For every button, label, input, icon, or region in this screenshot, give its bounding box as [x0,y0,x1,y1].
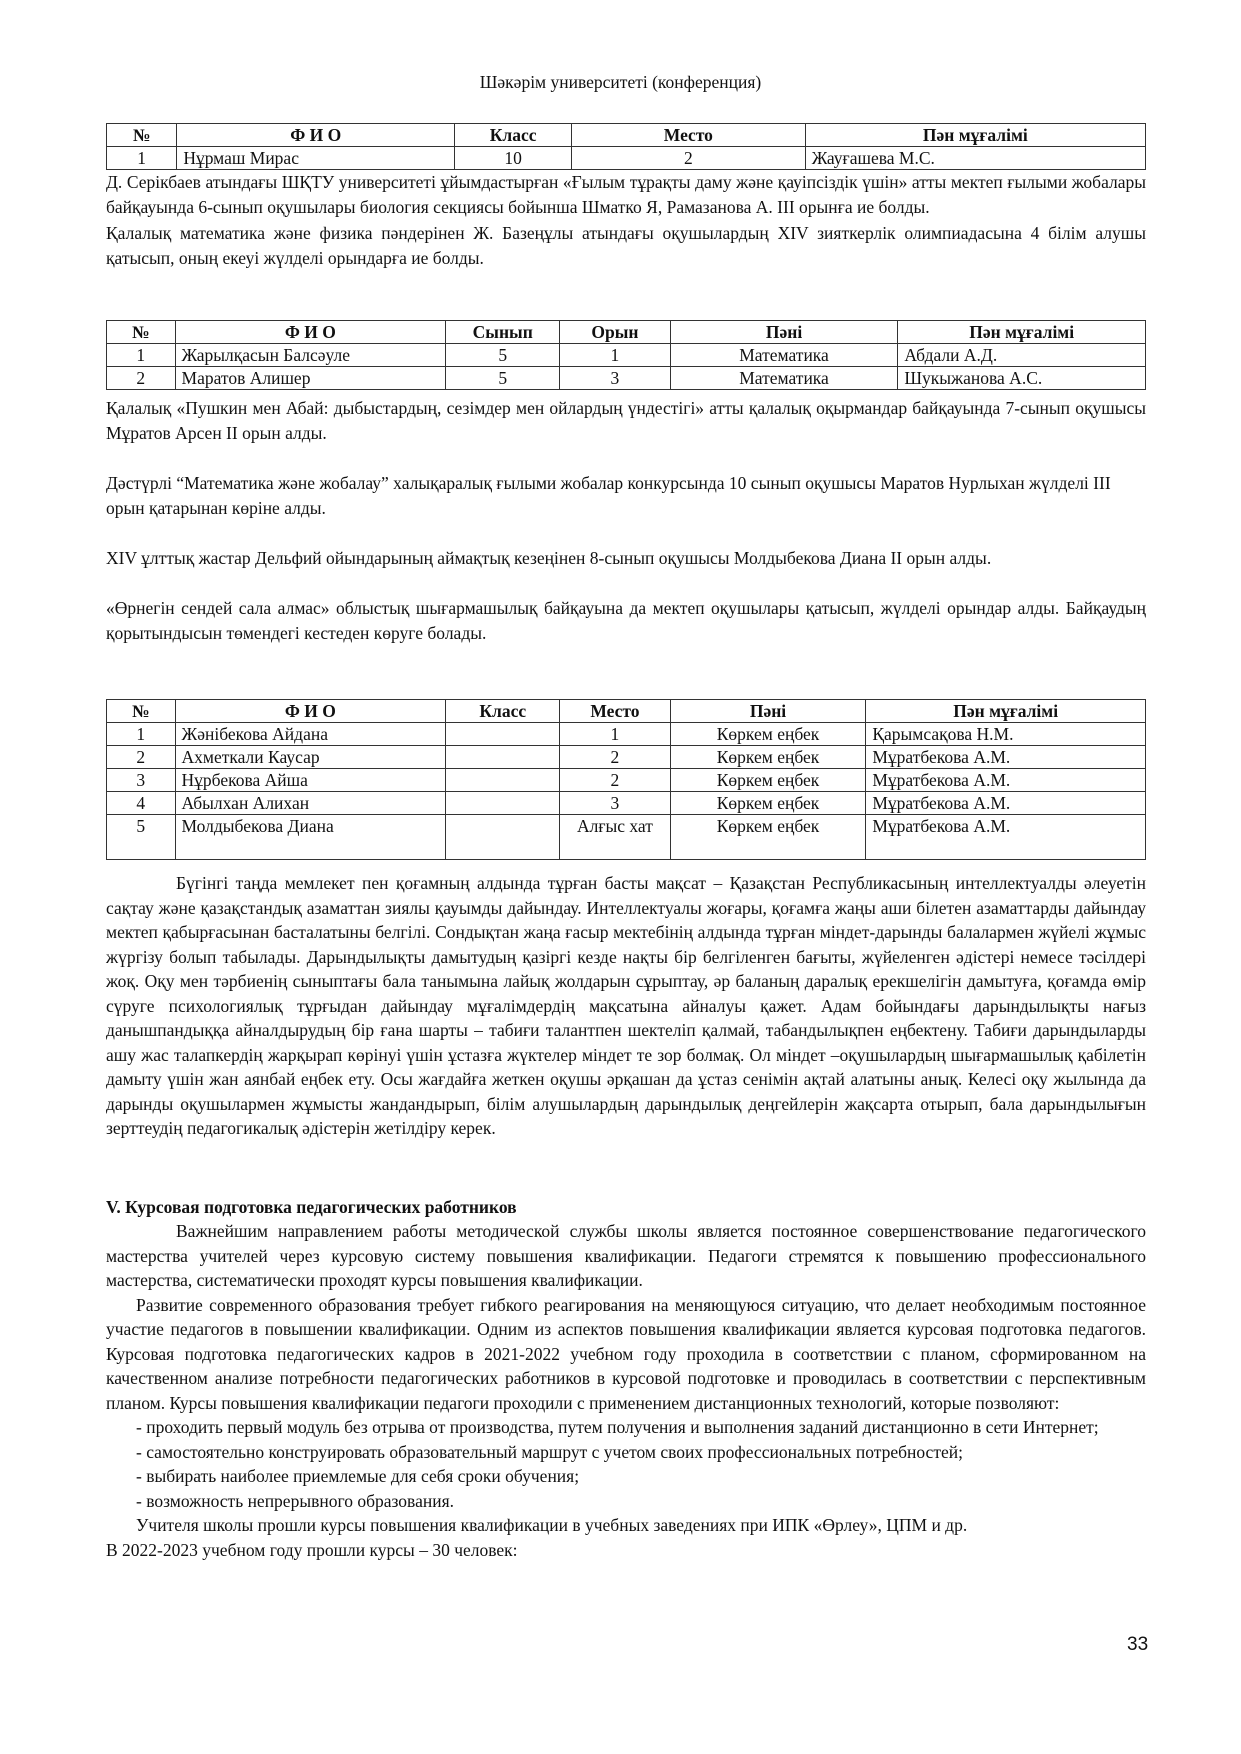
col-header: Сынып [446,321,560,344]
cell: Көркем еңбек [670,723,866,746]
paragraph: Қалалық «Пушкин мен Абай: дыбыстардың, сезімдер мен ойлардың үндестігі» атты қалалық оқырмандар байқауында 7-сынып оқушысы Мұратов Арсен ІІ орын алды. [106,398,1146,443]
cell: 5 [446,367,560,390]
cell [446,815,560,860]
col-header: Ф И О [175,700,446,723]
cell: Абылхан Алихан [175,792,446,815]
cell: 10 [455,147,572,170]
bullet-item: - проходить первый модуль без отрыва от производства, путем получения и выполнения заданий дистанционно в сети Интернет; [136,1417,1099,1437]
cell: Көркем еңбек [670,769,866,792]
table-row [107,769,1146,792]
table-olympiad [106,320,1146,390]
cell: 1 [107,723,176,746]
paragraph: Учителя школы прошли курсы повышения квалификации в учебных заведениях при ИПК «Өрлеу», ЦПМ и др. [136,1515,968,1535]
col-header: Класс [446,700,560,723]
col-header: № [107,700,176,723]
cell: 1 [107,147,177,170]
col-header: Ф И О [175,321,446,344]
paragraph: Бүгінгі таңда мемлекет пен қоғамның алдында тұрған басты мақсат – Қазақстан Республикасының интеллектуалды әлеуетін сақтау және қазақстандық азаматтан зиялы қауымды дайындау. Интеллектуалы жоғары, қоғамға жаңы аши білетен азаматтарды дайындау мектеп қабырғасынан басталатыны белгілі. Сондықтан жаңа ғасыр мектебінің алдында тұрған міндет-дарынды балалармен жүйелі жұмыс жүргізу болып табылады. Дарындылықты дамытудың қазіргі кезде нақты бір белгіленген бағыты, жүйеленген әдістері немесе тәсілдері жоқ. Оқу мен тәрбиенің сыныптағы бала танымына лайық жолдарын сұрыптау, әр баланың даралық ерекшелігін дамытуға, қоғамда өмір сүруге психологиялық тұрғыдан дайындау мұғалімдердің мақсатына айналуы қажет. Адам бойындағы дарындылықты нағыз данышпандыққа айналдырудың бір ғана шарты – табиғи талантпен шектеліп қалмай, табандылықпен еңбектену. Табиғи дарындыларды ашу жас талапкердің жарқырап көрінуі үшін ұстазға жүктелер міндет те зор болмақ. Ол міндет –оқушылардың шығармашылық қабілетін дамыту үшін жан аянбай еңбек ету. Осы жағдайға жеткен оқушы әрқашан да ұстаз сенімін ақтай алатыны анық. Келесі оқу жылында да дарынды оқушылармен жұмысты жандандырып, білім алушылардың дарындылық деңгейлерін жақсарта отырып, бала дарындылығын зерттеудің педагогикалық әдістерін жетілдіру керек. [106,873,1146,1138]
cell: Көркем еңбек [670,746,866,769]
cell: 1 [560,344,671,367]
cell: Мұратбекова А.М. [866,792,1146,815]
cell [446,746,560,769]
cell: 3 [560,792,671,815]
cell: Мұратбекова А.М. [866,769,1146,792]
bullet-item: - выбирать наиболее приемлемые для себя сроки обучения; [136,1466,580,1486]
col-header: Класс [455,124,572,147]
col-header: Пән мұғалімі [898,321,1146,344]
table-row [107,815,1146,860]
paragraph: ХІV ұлттық жастар Дельфий ойындарының аймақтық кезеңінен 8-сынып оқушысы Молдыбекова Диана ІІ орын алды. [106,548,992,568]
col-header: Пән мұғалімі [805,124,1145,147]
cell: 2 [560,769,671,792]
cell: Математика [670,367,898,390]
col-header: Пәні [670,321,898,344]
cell: 1 [107,344,176,367]
cell: Маратов Алишер [175,367,446,390]
page-header: Шәкәрім университеті (конференция) [479,72,762,92]
cell: Шукыжанова А.С. [898,367,1146,390]
cell: 3 [560,367,671,390]
cell: Көркем еңбек [670,815,866,860]
paragraph: Важнейшим направлением работы методической службы школы является постоянное совершенствование педагогического мастерства учителей через курсовую систему повышения квалификации. Педагоги стремятся к повышению профессионального мастерства, систематически проходят курсы повышения квалификации. [106,1221,1146,1290]
table-row [107,344,1146,367]
table-row [107,367,1146,390]
cell: Жарылқасын Балсәуле [175,344,446,367]
table-row [107,147,1146,170]
paragraph: В 2022-2023 учебном году прошли курсы – 30 человек: [106,1539,518,1560]
col-header: Ф И О [177,124,455,147]
page-number: 33 [1127,1634,1149,1655]
cell: 3 [107,769,176,792]
cell: 5 [446,344,560,367]
section-title: V. Курсовая подготовка педагогических работников [106,1197,517,1217]
cell: 2 [572,147,806,170]
table-row [107,746,1146,769]
cell: Ахметкали Каусар [175,746,446,769]
cell: Нұрмаш Мирас [177,147,455,170]
cell: 5 [107,815,176,860]
col-header: № [107,124,177,147]
paragraph: Развитие современного образования требует гибкого реагирования на меняющуюся ситуацию, что делает необходимым постоянное участие педагогов в повышении квалификации. Одним из аспектов повышения квалификации является курсовая подготовка педагогов. Курсовая подготовка педагогических кадров в 2021-2022 учебном году проходила в соответствии с планом, сформированном на качественном анализе потребности педагогических работников в курсовой подготовке и проводилась в соответствии с перспективным планом. Курсы повышения квалификации педагоги проходили с применением дистанционных технологий, которые позволяют: [106,1294,1146,1413]
cell: Көркем еңбек [670,792,866,815]
cell: Нұрбекова Айша [175,769,446,792]
cell: 2 [560,746,671,769]
table-header-row [107,700,1146,723]
cell: Жауғашева М.С. [805,147,1145,170]
paragraph: Д. Серікбаев атындағы ШҚТУ университеті ұйымдастырған «Ғылым тұрақты даму және қауіпсіздік үшін» атты мектеп ғылыми жобалары байқауында 6-сынып оқушылары биология секциясы бойынша Шматко Я, Рамазанова А. ІІІ орынға ие болды. [106,172,1146,217]
table-competition [106,699,1146,860]
table-header-row [107,321,1146,344]
bullet-item: - самостоятельно конструировать образовательный маршрут с учетом своих профессиональных потребностей; [136,1441,963,1462]
paragraph: «Өрнегін сендей сала алмас» облыстық шығармашылық байқауына да мектеп оқушылары қатысып, жүлделі орындар алды. Байқаудың қорытындысын төмендегі кестеден көруге болады. [106,598,1146,643]
cell: 2 [107,746,176,769]
col-header: Место [572,124,806,147]
cell: Абдали А.Д. [898,344,1146,367]
col-header: Орын [560,321,671,344]
cell: Мұратбекова А.М. [866,815,1146,860]
cell: 4 [107,792,176,815]
cell: Алғыс хат [560,815,671,860]
cell: Қарымсақова Н.М. [866,723,1146,746]
col-header: Пәні [670,700,866,723]
cell [446,769,560,792]
cell: Мұратбекова А.М. [866,746,1146,769]
col-header: Место [560,700,671,723]
table-row [107,792,1146,815]
cell: Математика [670,344,898,367]
paragraph: Қалалық математика және физика пәндерінен Ж. Базеңұлы атындағы оқушылардың ХІV зияткерлік олимпиадасына 4 білім алушы қатысып, оның екеуі жүлделі орындарға ие болды. [106,223,1146,268]
col-header: Пән мұғалімі [866,700,1146,723]
table-header-row [107,124,1146,147]
cell: Жәнібекова Айдана [175,723,446,746]
cell [446,723,560,746]
cell: Молдыбекова Диана [175,815,446,860]
table-conference [106,123,1146,170]
cell: 1 [560,723,671,746]
col-header: № [107,321,176,344]
paragraph: Дәстүрлі “Математика және жобалау” халықаралық ғылыми жобалар конкурсында 10 сынып оқушысы Маратов Нурлыхан жүлделі ІІІ орын қатарынан көріне алды. [106,473,1111,518]
cell [446,792,560,815]
table-row [107,723,1146,746]
cell: 2 [107,367,176,390]
bullet-item: - возможность непрерывного образования. [136,1490,455,1511]
